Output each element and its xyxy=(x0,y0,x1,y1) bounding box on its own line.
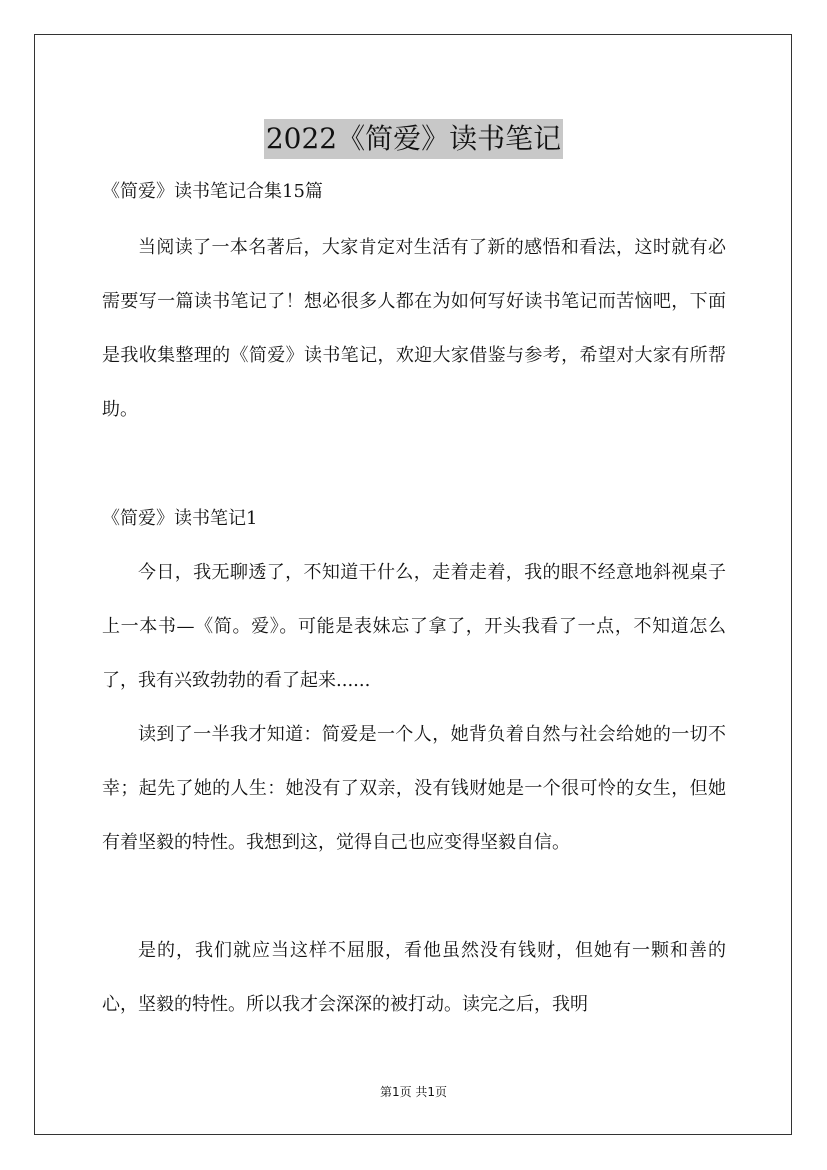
page-footer xyxy=(0,1082,827,1102)
body-paragraph-2: 读到了一半我才知道：简爱是一个人，她背负着自然与社会给她的一切不幸；起先了她的人生：她没有了双亲，没有钱财她是一个很可怜的女生，但她有着坚毅的特性。我想到这，觉得自己也应变得坚毅自信。 xyxy=(102,724,726,853)
document-title: 2022《简爱》读书笔记 xyxy=(264,119,563,159)
page-number-label: 第1页 共1页 xyxy=(379,1085,448,1099)
document-subtitle: 《简爱》读书笔记合集15篇 xyxy=(102,181,323,202)
body-paragraph-3: 是的，我们就应当这样不屈服，看他虽然没有钱财，但她有一颗和善的心，坚毅的特性。所以我才会深深的被打动。读完之后，我明 xyxy=(102,940,726,1015)
section-heading: 《简爱》读书笔记1 xyxy=(102,508,258,529)
intro-paragraph: 当阅读了一本名著后，大家肯定对生活有了新的感悟和看法，这时就有必需要写一篇读书笔记了！想必很多人都在为如何写好读书笔记而苦恼吧，下面是我收集整理的《简爱》读书笔记，欢迎大家借鉴与参考，希望对大家有所帮助。 xyxy=(102,237,726,420)
body-paragraph-1: 今日，我无聊透了，不知道干什么，走着走着，我的眼不经意地斜视桌子上一本书—《简。爱》。可能是表妹忘了拿了，开头我看了一点，不知道怎么了，我有兴致勃勃的看了起来...... xyxy=(102,562,726,691)
